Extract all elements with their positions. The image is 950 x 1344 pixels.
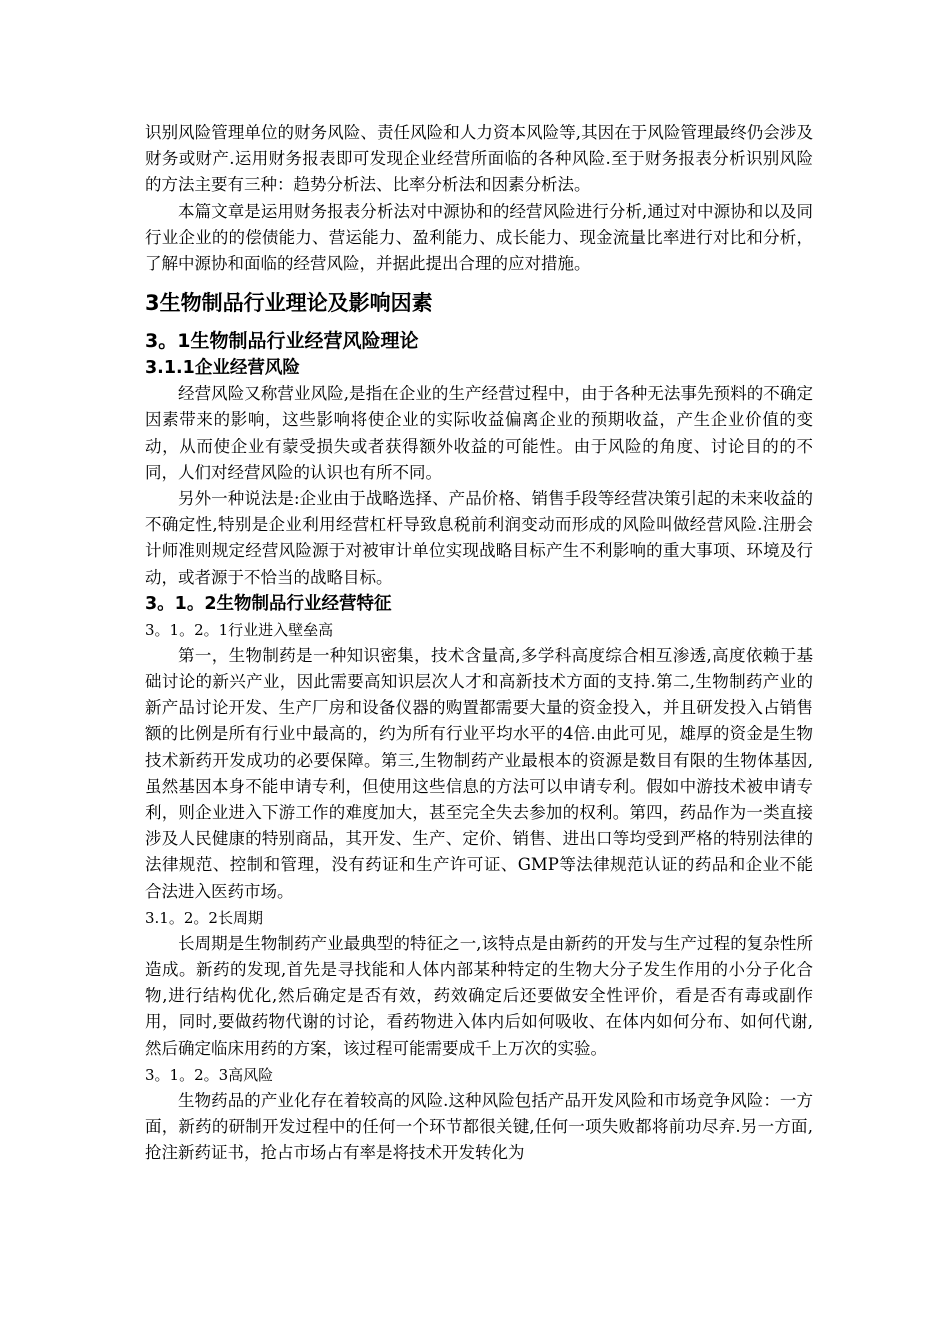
sub-subsection-heading: 3。1。2。1行业进入壁垒高: [145, 620, 334, 639]
paragraph: 经营风险又称营业风险,是指在企业的生产经营过程中，由于各种无法事先预料的不确定因素带来的影响，这些影响将使企业的实际收益偏离企业的预期收益，产生企业价值的变动，从而使企业有蒙受损失或者获得额外收益的可能性。由于风险的角度、讨论目的的不同，人们对经营风险的认识也有所不同。: [145, 384, 813, 482]
chapter-heading: 3生物制品行业理论及影响因素: [145, 291, 433, 316]
paragraph: 识别风险管理单位的财务风险、责任风险和人力资本风险等,其因在于风险管理最终仍会涉及财务或财产.运用财务报表即可发现企业经营所面临的各种风险.至于财务报表分析识别风险的方法主要有三种：趋势分析法、比率分析法和因素分析法。: [145, 123, 813, 195]
document-body: [145, 120, 813, 1167]
sub-subsection-heading: 3.1。2。2长周期: [145, 908, 263, 927]
paragraph: 另外一种说法是:企业由于战略选择、产品价格、销售手段等经营决策引起的未来收益的不确定性,特别是企业利用经营杠杆导致息税前利润变动而形成的风险叫做经营风险.注册会计师准则规定经营风险源于对被审计单位实现战略目标产生不利影响的重大事项、环境及行动，或者源于不恰当的战略目标。: [145, 489, 813, 587]
sub-subsection-heading: 3。1。2。3高风险: [145, 1065, 274, 1084]
subsection-heading: 3。1。2生物制品行业经营特征: [145, 593, 392, 614]
subsection-heading: 3.1.1企业经营风险: [145, 358, 300, 379]
paragraph: 本篇文章是运用财务报表分析法对中源协和的经营风险进行分析,通过对中源协和以及同行业企业的的偿债能力、营运能力、盈利能力、成长能力、现金流量比率进行对比和分析，了解中源协和面临的经营风险，并据此提出合理的应对措施。: [145, 201, 813, 274]
paragraph: 第一，生物制药是一种知识密集，技术含量高,多学科高度综合相互渗透,高度依赖于基础讨论的新兴产业，因此需要高知识层次人才和高新技术方面的支持.第二,生物制药产业的新产品讨论开发、生产厂房和设备仪器的购置都需要大量的资金投入，并且研发投入占销售额的比例是所有行业中最高的，约为所有行业平均水平的4倍.由此可见，雄厚的资金是生物技术新药开发成功的必要保障。第三,生物制药产业最根本的资源是数目有限的生物体基因,虽然基因本身不能申请专利，但使用这些信息的方法可以申请专利。假如中游技术被申请专利，则企业进入下游工作的难度加大，甚至完全失去参加的权利。第四，药品作为一类直接涉及人民健康的特别商品，其开发、生产、定价、销售、进出口等均受到严格的特别法律的法律规范、控制和管理，没有药证和生产许可证、GMP等法律规范认证的药品和企业不能合法进入医药市场。: [145, 645, 813, 901]
paragraph: 长周期是生物制药产业最典型的特征之一,该特点是由新药的开发与生产过程的复杂性所造成。新药的发现,首先是寻找能和人体内部某种特定的生物大分子发生作用的小分子化合物,进行结构优化,然后确定是否有效，药效确定后还要做安全性评价，看是否有毒或副作用，同时,要做药物代谢的讨论，看药物进入体内后如何吸收、在体内如何分布、如何代谢,然后确定临床用药的方案，该过程可能需要成千上万次的实验。: [145, 933, 813, 1058]
paragraph: 生物药品的产业化存在着较高的风险.这种风险包括产品开发风险和市场竞争风险：一方面，新药的研制开发过程中的任何一个环节都很关键,任何一项失败都将前功尽弃.另一方面,抢注新药证书，抢占市场占有率是将技术开发转化为: [145, 1090, 813, 1163]
section-heading: 3。1生物制品行业经营风险理论: [145, 330, 419, 353]
